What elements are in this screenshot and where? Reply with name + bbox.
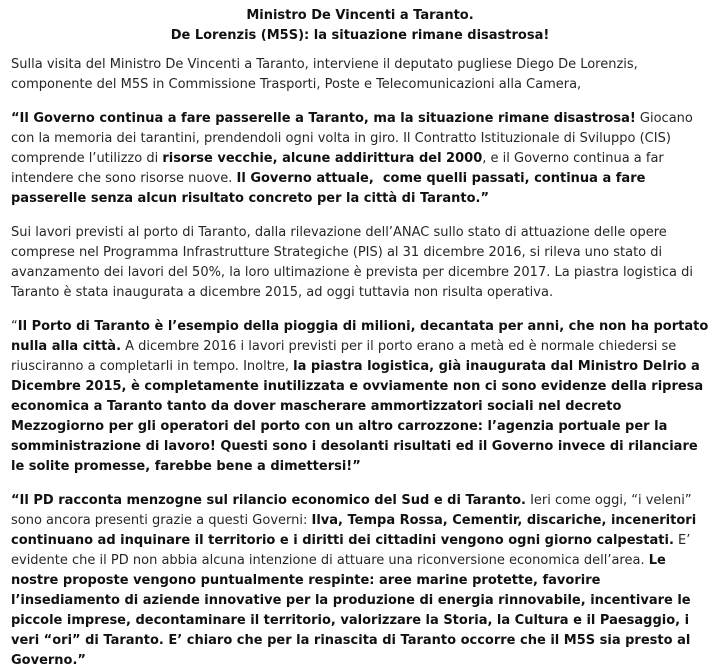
paragraph-intro: [11, 55, 709, 95]
paragraph-lavori-porto: [11, 223, 709, 303]
text-run: “: [11, 319, 18, 334]
text-run-bold: risorse vecchie, alcune addirittura del 2000: [162, 151, 483, 166]
paragraph-quote-governo: [11, 109, 709, 209]
text-run-bold: Ilva, Tempa Rossa, Cementir, discariche, inceneritori continuano ad inquinare il territorio e i diritti dei cittadini vengono ogni giorno calpestati.: [11, 513, 697, 548]
text-run-bold: Il Porto di Taranto è l’esempio della pioggia di milioni, decantata per anni, che non ha portato nulla alla città.: [11, 319, 709, 354]
document-title: [11, 6, 709, 46]
title-line-1: Ministro De Vincenti a Taranto.: [246, 8, 474, 23]
text-run: , e il Governo continua a far intendere che sono risorse nuove.: [11, 151, 664, 186]
paragraph-quote-pd: [11, 491, 709, 671]
text-run-bold: Le nostre proposte vengono puntualmente respinte: aree marine protette, favorire l’insediamento di aziende innovative per la produzione di energia rinnovabile, incentivare le piccole imprese, decontaminare il territorio, valorizzare la Storia, la Cultura e il Paesaggio, i veri “ori” di Taranto. E’ chiaro che per la rinascita di Taranto occorre che il M5S sia presto al Governo.”: [11, 553, 691, 668]
text-run-bold: “Il PD racconta menzogne sul rilancio economico del Sud e di Taranto.: [11, 493, 526, 508]
text-run-bold: “Il Governo continua a fare passerelle a Taranto, ma la situazione rimane disastrosa!: [11, 111, 636, 126]
paragraph-quote-porto: [11, 317, 709, 477]
text-run: A dicembre 2016 i lavori previsti per il porto erano a metà ed è normale chiedersi se riusciranno a completarli in tempo. Inoltre,: [11, 339, 677, 374]
text-run: E’ evidente che il PD non abbia alcuna intenzione di attuare una riconversione economica dell’area.: [11, 533, 691, 568]
text-run: Giocano con la memoria dei tarantini, prendendoli ogni volta in giro. Il Contratto Istituzionale di Sviluppo (CIS) comprende l’utilizzo di: [11, 111, 693, 166]
text-run: Ieri come oggi, “i veleni” sono ancora presenti grazie a questi Governi:: [11, 493, 692, 528]
text-run-bold: Il Governo attuale, come quelli passati, continua a fare passerelle senza alcun risultato concreto per la città di Taranto.”: [11, 171, 650, 206]
text-run-bold: la piastra logistica, già inaugurata dal Ministro Delrio a Dicembre 2015, è completamente inutilizzata e ovviamente non ci sono evidenze della ripresa economica a Taranto tanto da dover mascherare ammortizzatori sociali nel decreto Mezzogiorno per gli operatori del porto con un altro carrozzone: l’agenzia portuale per la somministrazione di lavoro! Questi sono i desolanti risultati ed il Governo invece di rilanciare le solite promesse, farebbe bene a dimettersi!”: [11, 359, 704, 474]
text-run: Sui lavori previsti al porto di Taranto, dalla rilevazione dell’ANAC sullo stato di attuazione delle opere comprese nel Programma Infrastrutture Strategiche (PIS) al 31 dicembre 2016, si rileva uno stato di avanzamento dei lavori del 50%, la loro ultimazione è prevista per dicembre 2017. La piastra logistica di Taranto è stata inaugurata a dicembre 2015, ad oggi tuttavia non risulta operativa.: [11, 225, 693, 300]
text-run: Sulla visita del Ministro De Vincenti a Taranto, interviene il deputato pugliese Diego De Lorenzis, componente del M5S in Commissione Trasporti, Poste e Telecomunicazioni alla Camera,: [11, 57, 638, 92]
title-line-2: De Lorenzis (M5S): la situazione rimane disastrosa!: [170, 28, 550, 43]
